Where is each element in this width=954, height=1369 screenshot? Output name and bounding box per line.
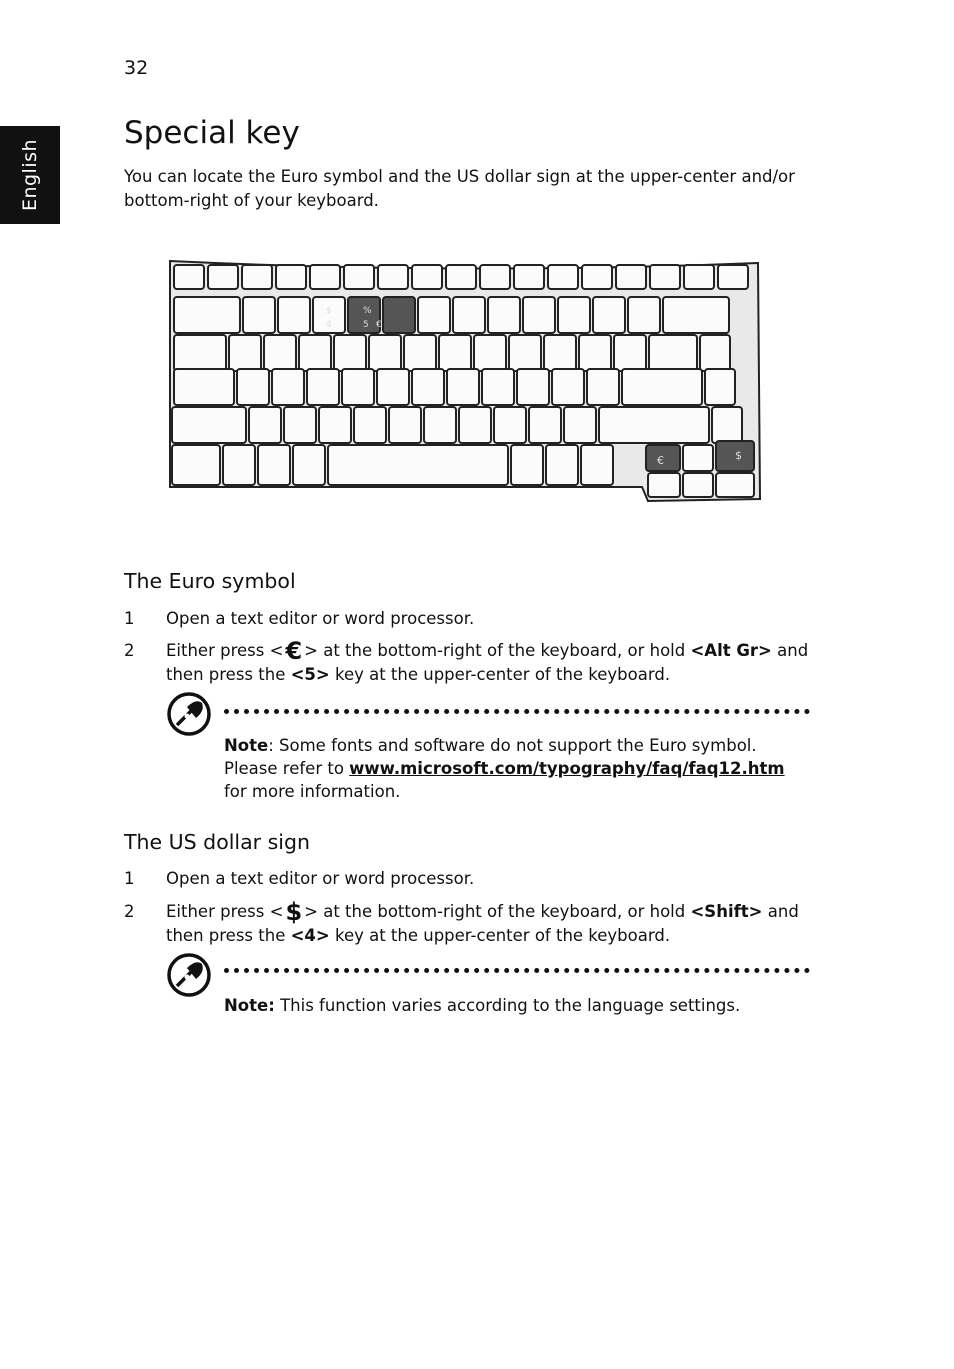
keyboard-key — [599, 407, 709, 443]
keyboard-key — [242, 265, 272, 289]
keyboard-key — [383, 297, 415, 333]
keyboard-key — [237, 369, 269, 405]
keyboard-key — [354, 407, 386, 443]
note-divider — [224, 709, 810, 714]
keyboard-key — [439, 335, 471, 371]
keyboard-key — [517, 369, 549, 405]
keyboard-key — [276, 265, 306, 289]
keyboard-key — [334, 335, 366, 371]
key-5-euro-label: € — [376, 320, 382, 330]
keyboard-key — [412, 265, 442, 289]
euro-symbol-icon: € — [285, 637, 303, 665]
page-title: Special key — [124, 115, 300, 151]
keyboard-key — [404, 335, 436, 371]
note-icon — [166, 691, 212, 737]
keyboard-key — [616, 265, 646, 289]
keyboard-key — [593, 297, 625, 333]
euro-note: Note: Some fonts and software do not support the Euro symbol. Please refer to www.microsoft.com/typography/faq/faq12.htm for more information. — [224, 736, 785, 801]
keyboard-key — [684, 265, 714, 289]
keyboard-key — [548, 265, 578, 289]
keyboard-key — [447, 369, 479, 405]
keyboard-key — [424, 407, 456, 443]
keyboard-key — [299, 335, 331, 371]
keyboard-key — [716, 473, 754, 497]
keyboard-key — [378, 265, 408, 289]
keyboard-key — [482, 369, 514, 405]
key-5-bottom-label: 5 — [363, 320, 369, 330]
keyboard-key — [249, 407, 281, 443]
keyboard-key — [650, 265, 680, 289]
alt-gr-key-label: <Alt Gr> — [690, 641, 772, 660]
keyboard-illustration — [162, 255, 764, 507]
keyboard-key — [514, 265, 544, 289]
step-text: Open a text editor or word processor. — [166, 869, 475, 888]
step-number: 2 — [124, 902, 135, 921]
dollar-section-heading: The US dollar sign — [124, 830, 311, 854]
intro-paragraph: You can locate the Euro symbol and the US dollar sign at the upper-center and/or bottom-right of your keyboard. — [124, 167, 795, 210]
key-4-bottom-label: 4 — [326, 320, 332, 330]
step-text: Either press <€ > at the bottom-right of the keyboard, or hold <Alt Gr> and then press the <5> key at the upper-center of the keyboard. — [166, 637, 809, 684]
keyboard-key — [700, 335, 730, 371]
dollar-key-label: $ — [735, 449, 742, 462]
keyboard-key — [174, 265, 204, 289]
euro-key-label: € — [657, 454, 664, 467]
keyboard-key — [564, 407, 596, 443]
shift-key-label: <Shift> — [690, 902, 763, 921]
keyboard-key — [208, 265, 238, 289]
keyboard-key — [546, 445, 578, 485]
keyboard-key — [418, 297, 450, 333]
side-tab-label: English — [19, 138, 41, 212]
key-5-label: <5> — [290, 665, 330, 684]
keyboard-key — [712, 407, 742, 443]
keyboard-key — [582, 265, 612, 289]
keyboard-key — [172, 407, 246, 443]
euro-section-heading: The Euro symbol — [124, 569, 296, 593]
step-number: 1 — [124, 609, 135, 628]
keyboard-key — [509, 335, 541, 371]
keyboard-key — [172, 445, 220, 485]
keyboard-key — [284, 407, 316, 443]
keyboard-key — [529, 407, 561, 443]
dollar-symbol-icon: $ — [285, 898, 303, 926]
keyboard-key — [622, 369, 702, 405]
key-4-top-label: $ — [326, 306, 332, 316]
keyboard-key — [328, 445, 508, 485]
step-number: 2 — [124, 641, 135, 660]
keyboard-key — [272, 369, 304, 405]
keyboard-key — [389, 407, 421, 443]
key-5-top-label: % — [363, 306, 372, 316]
keyboard-key — [511, 445, 543, 485]
keyboard-key — [243, 297, 275, 333]
keyboard-key — [307, 369, 339, 405]
step-text: Either press <$ > at the bottom-right of the keyboard, or hold <Shift> and then press the <4> key at the upper-center of the keyboard. — [166, 898, 799, 945]
keyboard-key — [552, 369, 584, 405]
keyboard-key — [264, 335, 296, 371]
keyboard-key — [174, 297, 240, 333]
keyboard-key — [488, 297, 520, 333]
keyboard-key — [474, 335, 506, 371]
language-side-tab — [0, 126, 60, 224]
keyboard-key — [523, 297, 555, 333]
faq-link[interactable]: www.microsoft.com/typography/faq/faq12.htm — [349, 759, 785, 778]
keyboard-key — [310, 265, 340, 289]
keyboard-key — [319, 407, 351, 443]
keyboard-key — [453, 297, 485, 333]
keyboard-key — [258, 445, 290, 485]
keyboard-key — [344, 265, 374, 289]
page-number: 32 — [124, 57, 149, 79]
keyboard-key — [683, 473, 713, 497]
keyboard-key — [446, 265, 476, 289]
keyboard-key — [587, 369, 619, 405]
keyboard-key — [494, 407, 526, 443]
keyboard-key — [369, 335, 401, 371]
keyboard-key — [342, 369, 374, 405]
keyboard-key — [377, 369, 409, 405]
note-label: Note — [224, 736, 269, 755]
keyboard-key — [293, 445, 325, 485]
keyboard-key — [558, 297, 590, 333]
keyboard-key — [648, 473, 680, 497]
keyboard-key — [174, 335, 226, 371]
keyboard-key — [579, 335, 611, 371]
keyboard-key — [614, 335, 646, 371]
step-number: 1 — [124, 869, 135, 888]
keyboard-key — [278, 297, 310, 333]
keyboard-key — [649, 335, 697, 371]
keyboard-key — [718, 265, 748, 289]
note-icon — [166, 952, 212, 998]
keyboard-key — [628, 297, 660, 333]
keyboard-key — [663, 297, 729, 333]
keyboard-key — [223, 445, 255, 485]
keyboard-key — [683, 445, 713, 471]
dollar-note: Note: This function varies according to the language settings. — [224, 996, 741, 1015]
keyboard-key — [480, 265, 510, 289]
note-label: Note: — [224, 996, 275, 1015]
keyboard-keys — [170, 261, 760, 501]
keyboard-key — [705, 369, 735, 405]
keyboard-key — [412, 369, 444, 405]
note-divider — [224, 968, 810, 973]
keyboard-key — [544, 335, 576, 371]
keyboard-key — [174, 369, 234, 405]
keyboard-key — [459, 407, 491, 443]
keyboard-key — [229, 335, 261, 371]
step-text: Open a text editor or word processor. — [166, 609, 475, 628]
keyboard-key — [581, 445, 613, 485]
key-4-label: <4> — [290, 926, 330, 945]
